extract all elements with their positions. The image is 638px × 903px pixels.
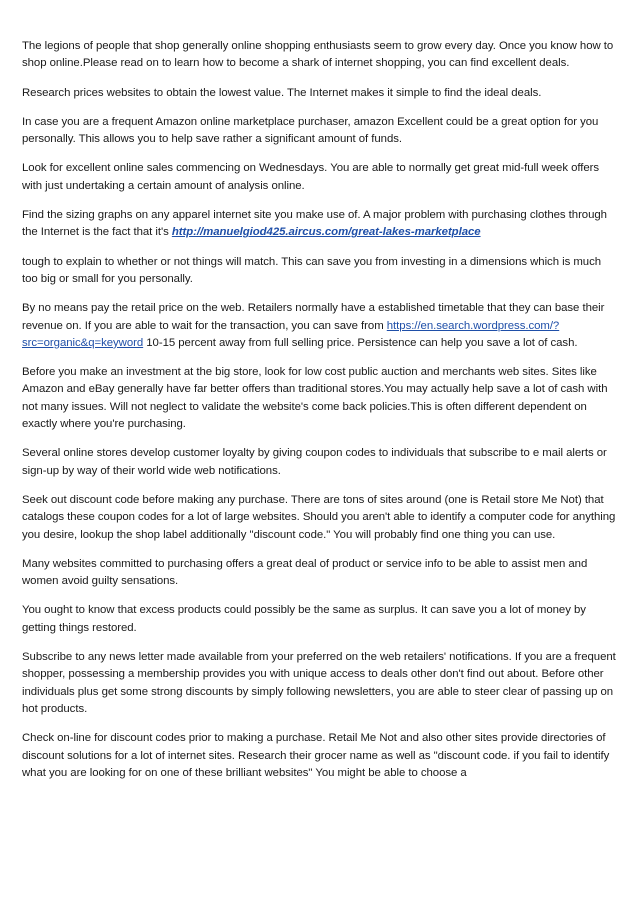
paragraph-4: Look for excellent online sales commencing on Wednesdays. You are able to normally get great mid-full week offers with just undertaking a certain amount of analysis online. [22,162,600,192]
paragraph-5 [22,207,616,242]
paragraph-5-text: Find the sizing graphs on any apparel internet site you make use of. A major problem with purchasing clothes through the Internet is the fact that it's [22,209,607,239]
marketplace-link[interactable]: http://manuelgiod425.aircus.com/great-lakes-marketplace [171,226,481,239]
paragraph-3: In case you are a frequent Amazon online marketplace purchaser, amazon Excellent could be a great option for you personally. This allows you to help save rather a significant amount of funds. [22,115,599,146]
paragraph-2: Research prices websites to obtain the lowest value. The Internet makes it simple to find the ideal deals. [22,86,542,99]
paragraph-11: Many websites committed to purchasing offers a great deal of product or service info to be able to assist men and women avoid guilty sensations. [22,557,588,588]
paragraph-6: tough to explain to whether or not things will match. This can save you from investing in a dimensions which is much too big or small for you personally. [22,255,602,285]
paragraph-1: The legions of people that shop generally online shopping enthusiasts seem to grow every day. Once you know how to shop online.Please read on to learn how to become a shark of internet shopping, you can find excellent deals. [22,40,614,70]
paragraph-9: Several online stores develop customer loyalty by giving coupon codes to individuals that subscribe to e mail alerts or sign-up by way of their world wide web notifications. [22,447,607,477]
paragraph-12: You ought to know that excess products could possibly be the same as surplus. It can save you a lot of money by getting things restored. [22,604,586,634]
wordpress-search-link[interactable]: https://en.search.wordpress.com/?src=organic&q=keyword [22,319,560,349]
paragraph-8: Before you make an investment at the big store, look for low cost public auction and merchants web sites. Sites like Amazon and eBay generally have far better offers than traditional stores.You may actually help save a lot of cash with not many issues. Will not neglect to validate the website's come back policies.This is often different dependent on exactly where you're purchasing. [22,366,608,431]
paragraph-13: Subscribe to any news letter made available from your preferred on the web retailers' notifications. If you are a frequent shopper, possessing a membership provides you with unique access to deals other don't find out about. Before other individuals plus get some strong discounts by simply following newsletters, you are able to steer clear of passing up on hot products. [22,651,616,715]
paragraph-10: Seek out discount code before making any purchase. There are tons of sites around (one is Retail store Me Not) that catalogs these coupon codes for a lot of large websites. Should you aren't able to identify a computer code for anything you desire, lookup the shop label additionally "discount code." You will probably find one thing you can use. [22,493,616,541]
paragraph-7 [22,300,616,352]
paragraph-7-text-after: 10-15 percent away from full selling price. Persistence can help you save a lot of cash. [143,336,578,349]
paragraph-7-text-before: By no means pay the retail price on the web. Retailers normally have a established timetable that they can base their revenue on. If you are able to wait for the transaction, you can save from [22,302,605,332]
paragraph-14: Check on-line for discount codes prior to making a purchase. Retail Me Not and also other sites provide directories of discount solutions for a lot of internet sites. Research their grocer name as well as "discount code. if you fail to identify what you are looking for on one of these brilliant websites" You might be able to choose a [22,732,610,779]
